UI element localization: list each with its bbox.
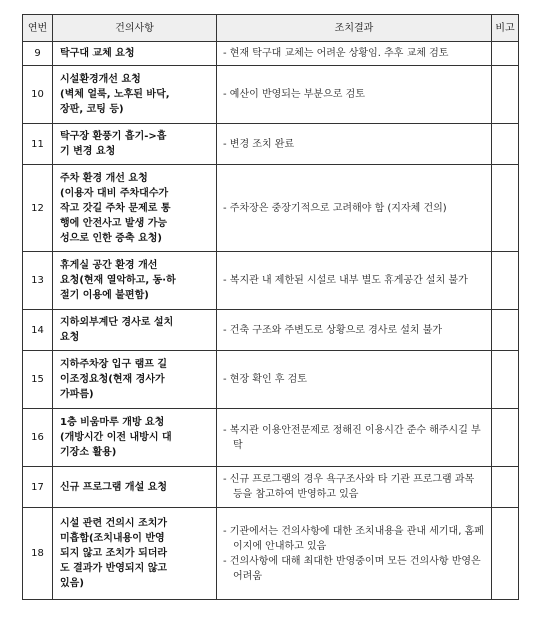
result-cell	[217, 42, 492, 66]
row-number: 13	[23, 252, 53, 310]
note-cell	[492, 124, 519, 165]
row-number: 11	[23, 124, 53, 165]
result-item: - 복지관 이용안전문제로 정해진 이용시간 준수 해주시길 부탁	[223, 424, 481, 451]
note-cell	[492, 66, 519, 124]
result-cell	[217, 165, 492, 252]
note-cell	[492, 42, 519, 66]
request-line: (벽체 얼룩, 노후된 바닥,	[60, 89, 170, 100]
request-line: 도 결과가 반영되지 않고	[60, 563, 168, 574]
result-item: - 신규 프로그램의 경우 욕구조사와 타 기관 프로그램 과목 등을 참고하여 반영하고 있음	[223, 474, 475, 500]
result-item: - 건의사항에 대해 최대한 반영중이며 모든 건의사항 반영은 어려움	[223, 555, 481, 582]
row-number: 17	[23, 467, 53, 508]
header-request: 건의사항	[53, 15, 217, 42]
request-line: 있음)	[60, 578, 84, 589]
result-item: - 예산이 반영되는 부분으로 검토	[223, 89, 365, 100]
table-row	[23, 66, 519, 124]
request-line: 지하주차장 입구 램프 길	[60, 359, 168, 370]
result-cell	[217, 66, 492, 124]
request-line: (이용자 대비 주차대수가	[60, 187, 169, 199]
row-number: 16	[23, 409, 53, 467]
request-line: 1층 비움마루 개방 요청	[60, 417, 165, 428]
result-item: - 현재 탁구대 교체는 어려운 상황임. 추후 교체 검토	[223, 48, 449, 59]
request-line: (개방시간 이전 내방시 대	[60, 432, 172, 443]
header-result: 조치결과	[217, 15, 492, 42]
row-number: 12	[23, 165, 53, 252]
request-line: 되지 않고 조치가 되더라	[60, 548, 168, 559]
request-line: 신규 프로그램 개설 요청	[60, 481, 168, 493]
table-body	[23, 42, 519, 600]
result-cell	[217, 310, 492, 351]
request-line: 시설 관련 건의시 조치가	[60, 518, 168, 529]
note-cell	[492, 508, 519, 600]
table-row	[23, 252, 519, 310]
note-cell	[492, 252, 519, 310]
result-cell	[217, 467, 492, 508]
request-line: 기 변경 요청	[60, 146, 116, 157]
result-item: - 현장 확인 후 검토	[223, 374, 307, 385]
request-line: 시설환경개선 요청	[60, 74, 141, 85]
result-item: - 변경 조치 완료	[223, 138, 295, 150]
request-cell	[53, 351, 217, 409]
request-cell	[53, 467, 217, 508]
request-line: 요청(현재 열악하고, 동·하	[60, 275, 176, 286]
table-row	[23, 409, 519, 467]
request-line: 탁구대 교체 요청	[60, 48, 135, 59]
request-line: 요청	[60, 332, 80, 343]
result-cell	[217, 409, 492, 467]
row-number: 14	[23, 310, 53, 351]
row-number: 10	[23, 66, 53, 124]
result-cell	[217, 351, 492, 409]
table-row	[23, 310, 519, 351]
request-line: 주차 환경 개선 요청	[60, 172, 148, 184]
request-cell	[53, 409, 217, 467]
note-cell	[492, 310, 519, 351]
request-line: 가파름)	[60, 389, 94, 400]
request-cell	[53, 42, 217, 66]
suggestion-table	[22, 14, 519, 600]
request-line: 성으로 인한 증축 요청)	[60, 232, 162, 244]
request-line: 휴게실 공간 환경 개선	[60, 260, 158, 271]
note-cell	[492, 351, 519, 409]
request-line: 행에 안전사고 발생 가능	[60, 217, 168, 229]
request-line: 이조정요청(현재 경사가	[60, 374, 165, 385]
row-number: 18	[23, 508, 53, 600]
table-row	[23, 165, 519, 252]
request-line: 탁구장 환풍기 흡기->흡	[60, 131, 167, 142]
result-item: - 주차장은 중장기적으로 고려해야 함 (지자체 건의)	[223, 202, 447, 214]
result-item: - 복지관 내 제한된 시설로 내부 별도 휴게공간 설치 불가	[223, 275, 468, 286]
note-cell	[492, 467, 519, 508]
request-line: 절기 이용에 불편함)	[60, 290, 149, 301]
request-line: 기장소 활용)	[60, 447, 117, 458]
row-number: 15	[23, 351, 53, 409]
request-cell	[53, 508, 217, 600]
request-line: 장판, 코팅 등)	[60, 104, 124, 115]
header-row	[23, 15, 519, 42]
header-no: 연번	[23, 15, 53, 42]
result-item: - 건축 구조와 주변도로 상황으로 경사로 설치 불가	[223, 324, 443, 336]
table-row	[23, 467, 519, 508]
request-cell	[53, 310, 217, 351]
result-item: - 기관에서는 건의사항에 대한 조치내용을 관내 세기대, 홈페이지에 안내하고 있음	[223, 525, 484, 552]
table-row	[23, 124, 519, 165]
result-cell	[217, 124, 492, 165]
table-row	[23, 351, 519, 409]
request-cell	[53, 66, 217, 124]
request-line: 지하외부계단 경사로 설치	[60, 317, 174, 328]
row-number: 9	[23, 42, 53, 66]
table-row	[23, 42, 519, 66]
table-row	[23, 508, 519, 600]
request-cell	[53, 124, 217, 165]
result-cell	[217, 508, 492, 600]
request-cell	[53, 165, 217, 252]
header-note: 비고	[492, 15, 519, 42]
request-line: 작고 갓길 주차 문제로 통	[60, 202, 171, 214]
request-cell	[53, 252, 217, 310]
note-cell	[492, 165, 519, 252]
note-cell	[492, 409, 519, 467]
request-line: 미흡함(조치내용이 반영	[60, 533, 165, 544]
result-cell	[217, 252, 492, 310]
